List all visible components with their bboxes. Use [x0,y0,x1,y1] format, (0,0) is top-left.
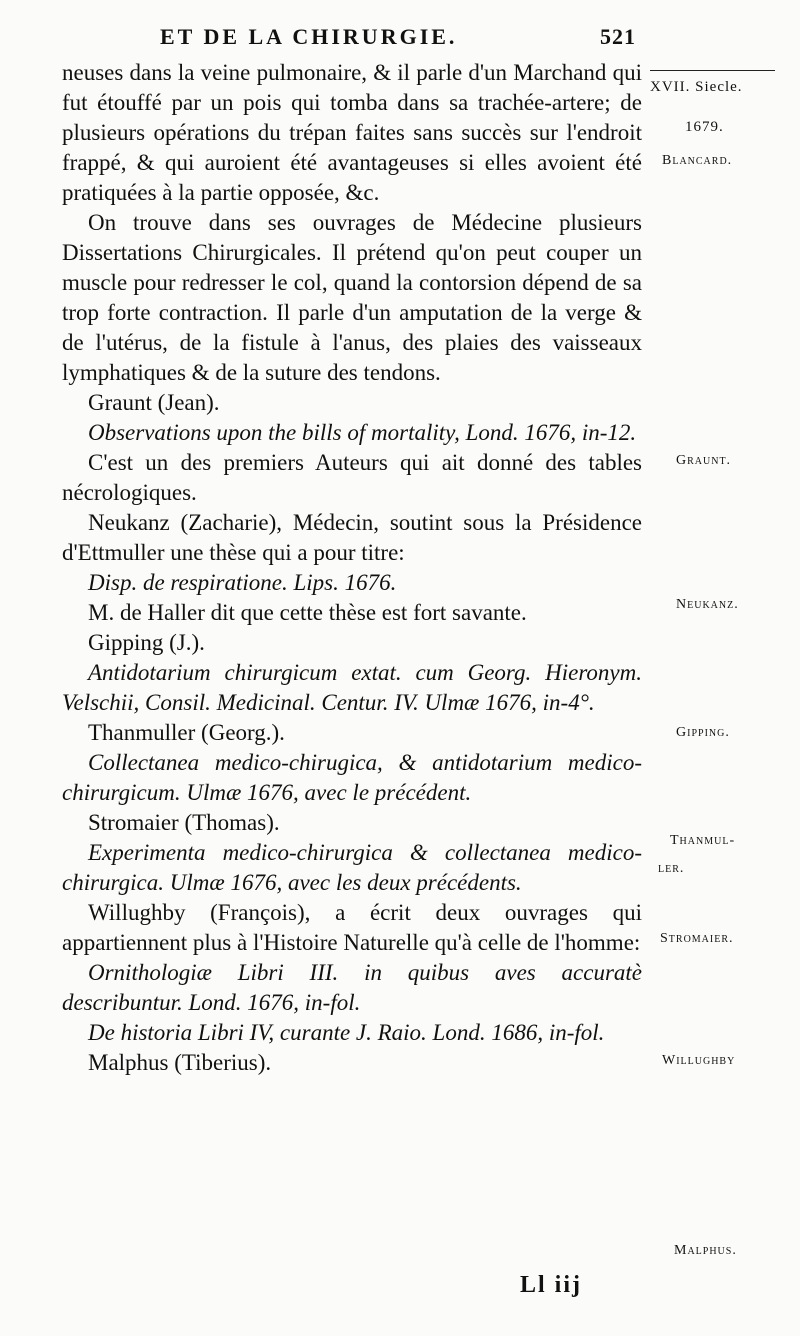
book-title: Disp. de respiratione. Lips. 1676. [88,570,397,595]
running-header [160,24,660,50]
book-title: De historia Libri IV, curante J. Raio. Lond. 1686, in-fol. [88,1020,605,1045]
book-title: Antidotarium chirurgicum extat. cum Georg. Hieronym. Velschii, Consil. Medicinal. Centur. IV. Ulmæ 1676, in-4°. [62,660,642,715]
margin-neukanz: Neukanz. [676,597,739,612]
margin-malphus: Malphus. [674,1243,737,1258]
margin-graunt: Graunt. [676,453,732,468]
body-text [62,58,642,1078]
margin-thanmuller-1: Thanmul- [670,833,736,848]
author-entry: Thanmuller (Georg.). [88,720,285,745]
author-entry: Graunt (Jean). [88,390,220,415]
paragraph: On trouve dans ses ouvrages de Médecine plusieurs Dissertations Chirurgicales. Il prétend qu'on peut couper un muscle pour redresser le col, quand la contorsion dépend de sa trop forte contraction. Il parle d'un amputation de la verge & de l'utérus, de la fistule à l'anus, des plaies des vaisseaux lymphatiques & de la suture des tendons. [62,210,642,385]
book-title: Collectanea medico-chirugica, & antidotarium medico-chirurgicum. Ulmæ 1676, avec le précédent. [62,750,642,805]
author-entry: Willughby (François), a écrit deux ouvrages qui appartiennent plus à l'Histoire Naturelle qu'à celle de l'homme: [62,900,642,955]
paragraph: neuses dans la veine pulmonaire, & il parle d'un Marchand qui fut étouffé par un pois qui tomba dans sa trachée-artere; de plusieurs opérations du trépan faites sans succès sur l'endroit frappé, & qui auroient été avantageuses si elles avoient été pratiquées à la partie opposée, &c. [62,60,642,205]
author-entry: Malphus (Tiberius). [88,1050,272,1075]
margin-blancard: Blancard. [662,153,733,168]
paragraph: C'est un des premiers Auteurs qui ait donné des tables nécrologiques. [62,450,642,505]
margin-year: 1679. [685,119,724,135]
margin-gipping: Gipping. [676,725,730,740]
signature-mark: Ll iij [520,1272,583,1298]
paragraph: M. de Haller dit que cette thèse est fort savante. [88,600,527,625]
book-title: Observations upon the bills of mortality, Lond. 1676, in-12. [88,420,637,445]
author-entry: Gipping (J.). [88,630,205,655]
margin-century: XVII. Siecle. [650,79,743,95]
margin-willughby: Willughby [662,1053,736,1068]
margin-rule [650,70,775,71]
margin-thanmuller-2: ler. [658,861,685,876]
header-title: ET DE LA CHIRURGIE. [160,24,458,49]
book-title: Ornithologiæ Libri III. in quibus aves accuratè describuntur. Lond. 1676, in-fol. [62,960,642,1015]
book-title: Experimenta medico-chirurgica & collectanea medico-chirurgica. Ulmæ 1676, avec les deux précédents. [62,840,642,895]
margin-stromaier: Stromaier. [660,931,734,946]
page-number: 521 [600,24,636,49]
author-entry: Stromaier (Thomas). [88,810,280,835]
author-entry: Neukanz (Zacharie), Médecin, soutint sous la Présidence d'Ettmuller une thèse qui a pour titre: [62,510,642,565]
